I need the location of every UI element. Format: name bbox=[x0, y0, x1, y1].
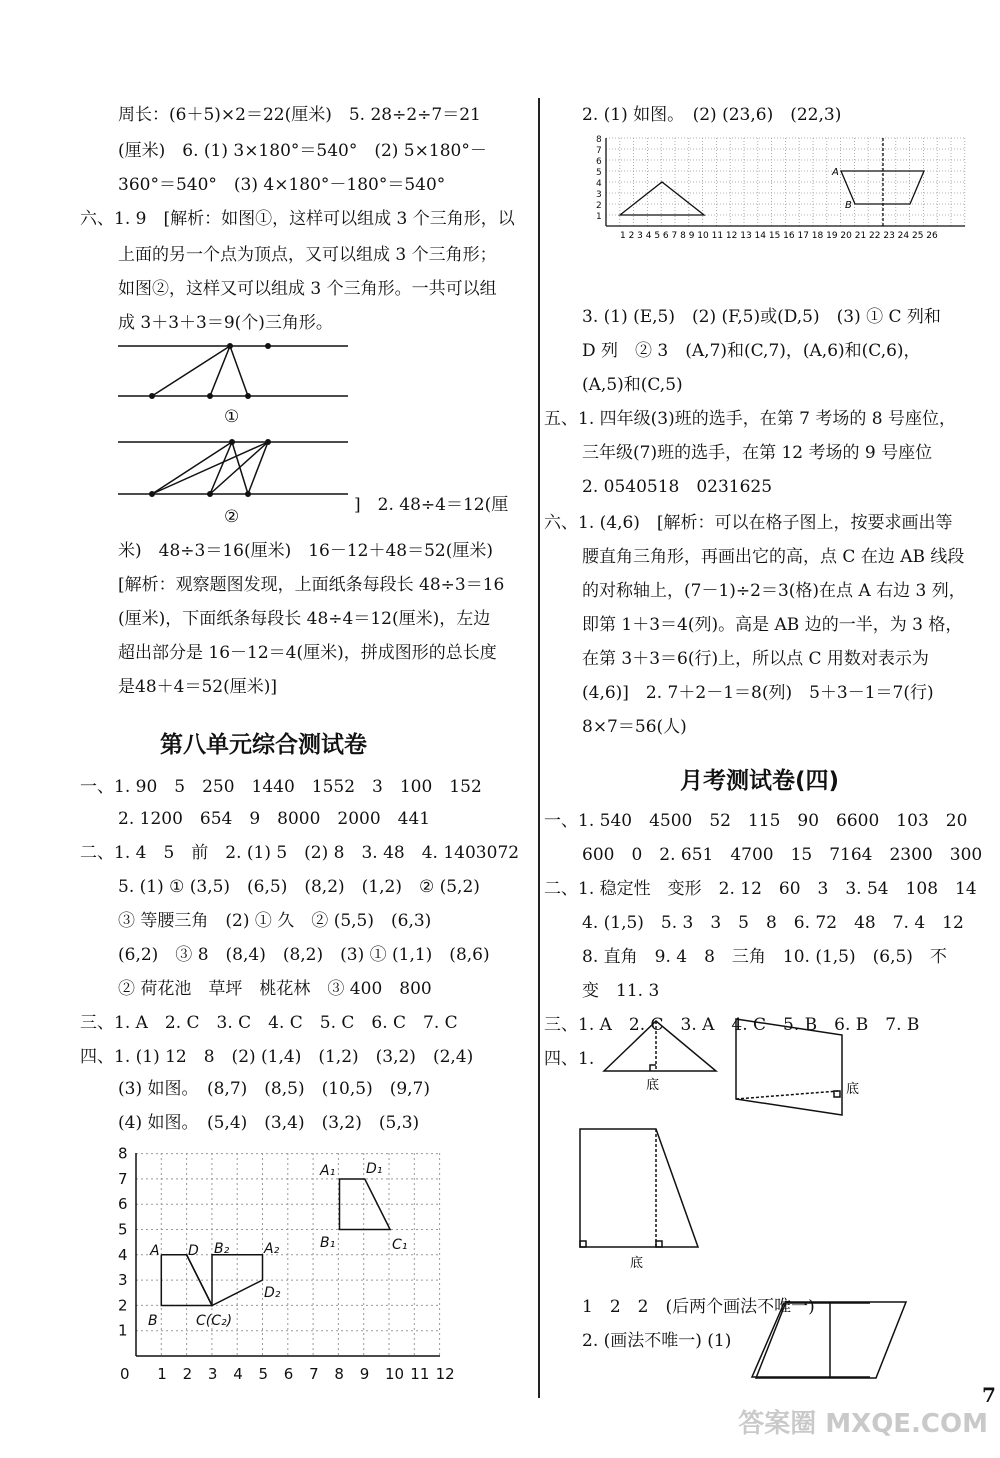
y-tick-label: 5 bbox=[118, 1220, 128, 1239]
text-line: ] 2. 48÷4＝12(厘 bbox=[354, 495, 509, 515]
text-line: 3. (1) (E,5) (2) (F,5)或(D,5) (3) ① C 列和 bbox=[582, 307, 941, 327]
text-line: 三、1. A 2. C 3. C 4. C 5. C 6. C 7. C bbox=[80, 1013, 458, 1033]
section-title: 第八单元综合测试卷 bbox=[160, 732, 367, 758]
point-label-A: A bbox=[832, 167, 839, 178]
text-line: [解析：观察题图发现，上面纸条每段长 48÷3＝16 bbox=[118, 575, 505, 595]
x-tick-label: 12 bbox=[435, 1365, 455, 1383]
x-axis-ticks: 1 2 3 4 5 6 7 8 9 10 11 12 13 14 15 16 17 18 19 20 21 22 23 24 25 26 bbox=[620, 231, 938, 241]
text-line: 四、1. (1) 12 8 (2) (1,4) (1,2) (3,2) (2,4) bbox=[80, 1047, 474, 1067]
text-line: (厘米) 6. (1) 3×180°＝540° (2) 5×180°－ bbox=[118, 141, 487, 161]
watermark: 答案圈 MXQE.COM bbox=[738, 1409, 988, 1439]
text-line: 如图②，这样又可以组成 3 个三角形。一共可以组 bbox=[118, 279, 497, 299]
x-tick-label: 4 bbox=[233, 1365, 243, 1383]
text-line: D 列 ② 3 (A,7)和(C,7)，(A,6)和(C,6)， bbox=[582, 341, 921, 361]
x-tick-label: 5 bbox=[258, 1365, 269, 1383]
point-label-A2: A₂ bbox=[264, 1241, 280, 1257]
text-line: 五、1. 四年级(3)班的选手，在第 7 考场的 8 号座位， bbox=[544, 409, 956, 429]
y-tick-label: 5 bbox=[596, 168, 602, 178]
x-tick-label: 8 bbox=[334, 1365, 344, 1383]
text-line: 三年级(7)班的选手，在第 12 考场的 9 号座位 bbox=[582, 443, 933, 463]
text-line: 成 3＋3＋3＝9(个)三角形。 bbox=[118, 313, 333, 333]
point-label-D1: D₁ bbox=[366, 1161, 383, 1177]
text-line: 二、1. 4 5 前 2. (1) 5 (2) 8 3. 48 4. 1403072 bbox=[80, 843, 520, 863]
text-line: 腰直角三角形，再画出它的高，点 C 在边 AB 线段 bbox=[582, 547, 965, 567]
y-tick-label: 3 bbox=[118, 1271, 128, 1290]
text-line: 8. 直角 9. 4 8 三角 10. (1,5) (6,5) 不 bbox=[582, 947, 947, 967]
base-label: 底 bbox=[646, 1078, 660, 1093]
triangle-figures bbox=[118, 330, 358, 530]
text-line: 上面的另一个点为顶点，又可以组成 3 个三角形； bbox=[118, 245, 497, 265]
y-tick-label: 7 bbox=[596, 146, 602, 156]
text-line: 超出部分是 16－12＝4(厘米)，拼成图形的总长度 bbox=[118, 643, 497, 663]
y-tick-label: 8 bbox=[596, 135, 602, 145]
x-tick-label: 9 bbox=[359, 1365, 370, 1383]
text-line: (厘米)，下面纸条每段长 48÷4＝12(厘米)，左边 bbox=[118, 609, 491, 629]
y-tick-label: 1 bbox=[118, 1321, 128, 1340]
text-line: 是48＋4＝52(厘米)] bbox=[118, 677, 277, 697]
point-label-B: B bbox=[148, 1313, 158, 1329]
x-tick-label: 10 bbox=[385, 1365, 405, 1383]
figure-label: ② bbox=[224, 507, 240, 527]
text-line: 二、1. 稳定性 变形 2. 12 60 3 3. 54 108 14 bbox=[544, 879, 977, 899]
page-number: 7 bbox=[982, 1383, 996, 1407]
x-tick-label: 2 bbox=[182, 1365, 193, 1383]
text-line: 4. (1,5) 5. 3 3 5 8 6. 72 48 7. 4 12 bbox=[582, 913, 964, 933]
text-line: (4,6)] 2. 7＋2－1＝8(列) 5＋3－1＝7(行) bbox=[582, 683, 934, 703]
point-label-B2: B₂ bbox=[214, 1241, 230, 1257]
point-label-C: C(C₂) bbox=[196, 1313, 233, 1329]
text-line: 即第 1＋3＝4(列)。高是 AB 边的一半，为 3 格， bbox=[582, 615, 963, 635]
y-tick-label: 2 bbox=[596, 201, 602, 211]
text-line: ③ 等腰三角 (2) ① 久 ② (5,5) (6,3) bbox=[118, 911, 432, 931]
base-label: 底 bbox=[846, 1082, 860, 1097]
point-label-D2: D₂ bbox=[264, 1285, 281, 1301]
coordinate-grid bbox=[110, 1145, 460, 1390]
y-tick-label: 3 bbox=[596, 190, 602, 200]
column-divider bbox=[538, 98, 540, 1398]
text-line: 5. (1) ① (3,5) (6,5) (8,2) (1,2) ② (5,2) bbox=[118, 877, 480, 897]
point-label-C1: C₁ bbox=[392, 1237, 408, 1253]
y-tick-label: 7 bbox=[118, 1169, 128, 1188]
point-label-B: B bbox=[845, 200, 852, 211]
figure-label: ① bbox=[224, 407, 240, 427]
y-tick-label: 6 bbox=[118, 1195, 128, 1214]
text-line: 8×7＝56(人) bbox=[582, 717, 687, 737]
text-line: 四、1. bbox=[544, 1049, 595, 1069]
text-line: (A,5)和(C,5) bbox=[582, 375, 683, 395]
y-tick-label: 4 bbox=[118, 1245, 128, 1264]
y-tick-label: 1 bbox=[596, 212, 602, 222]
x-tick-label: 7 bbox=[309, 1365, 319, 1383]
text-line: 三、1. A 2. C 3. A 4. C 5. B 6. B 7. B bbox=[544, 1015, 920, 1035]
text-line: 周长：(6＋5)×2＝22(厘米) 5. 28÷2÷7＝21 bbox=[118, 105, 481, 125]
text-line: 一、1. 90 5 250 1440 1552 3 100 152 bbox=[80, 777, 482, 797]
x-tick-label: 0 bbox=[120, 1365, 130, 1383]
text-line: (4) 如图。 (5,4) (3,4) (3,2) (5,3) bbox=[118, 1113, 420, 1133]
x-tick-label: 3 bbox=[207, 1365, 218, 1383]
text-line: 米) 48÷3＝16(厘米) 16－12＋48＝52(厘米) bbox=[118, 541, 494, 561]
text-line: (3) 如图。 (8,7) (8,5) (10,5) (9,7) bbox=[118, 1079, 431, 1099]
y-tick-label: 4 bbox=[596, 179, 602, 189]
point-label-A1: A₁ bbox=[320, 1163, 336, 1179]
text-line: 六、1. (4,6) [解析：可以在格子图上，按要求画出等 bbox=[544, 513, 953, 533]
y-tick-label: 8 bbox=[118, 1145, 128, 1163]
y-tick-label: 2 bbox=[118, 1296, 128, 1315]
y-tick-label: 6 bbox=[596, 157, 602, 167]
text-line: 2. 0540518 0231625 bbox=[582, 477, 773, 497]
base-label: 底 bbox=[630, 1256, 644, 1271]
text-line: ② 荷花池 草坪 桃花林 ③ 400 800 bbox=[118, 979, 432, 999]
text-line: (6,2) ③ 8 (8,4) (8,2) (3) ① (1,1) (8,6) bbox=[118, 945, 490, 965]
text-line: 一、1. 540 4500 52 115 90 6600 103 20 bbox=[544, 811, 968, 831]
text-line: 1 2 2 (后两个画法不唯一) bbox=[582, 1297, 815, 1317]
x-tick-label: 6 bbox=[283, 1365, 294, 1383]
text-line: 2. (画法不唯一) (1) bbox=[582, 1331, 732, 1351]
text-line: 的对称轴上，(7－1)÷2＝3(格)在点 A 右边 3 列， bbox=[582, 581, 966, 601]
text-line: 600 0 2. 651 4700 15 7164 2300 300 bbox=[582, 845, 983, 865]
section-title: 月考测试卷(四) bbox=[680, 768, 840, 794]
text-line: 在第 3＋3＝6(行)上，所以点 C 用数对表示为 bbox=[582, 649, 929, 669]
text-line: 2. 1200 654 9 8000 2000 441 bbox=[118, 809, 431, 829]
text-line: 2. (1) 如图。 (2) (23,6) (22,3) bbox=[582, 105, 842, 125]
x-tick-label: 1 bbox=[157, 1365, 167, 1383]
parallelogram-figure bbox=[740, 1296, 920, 1386]
x-tick-label: 11 bbox=[410, 1365, 430, 1383]
text-line: 六、1. 9 [解析：如图①，这样可以组成 3 个三角形，以 bbox=[80, 209, 515, 229]
text-line: 变 11. 3 bbox=[582, 981, 660, 1001]
point-label-A: A bbox=[150, 1243, 160, 1259]
point-label-D: D bbox=[188, 1243, 199, 1259]
small-grid bbox=[590, 132, 970, 242]
point-label-B1: B₁ bbox=[320, 1235, 336, 1251]
text-line: 360°＝540° (3) 4×180°－180°＝540° bbox=[118, 175, 446, 195]
